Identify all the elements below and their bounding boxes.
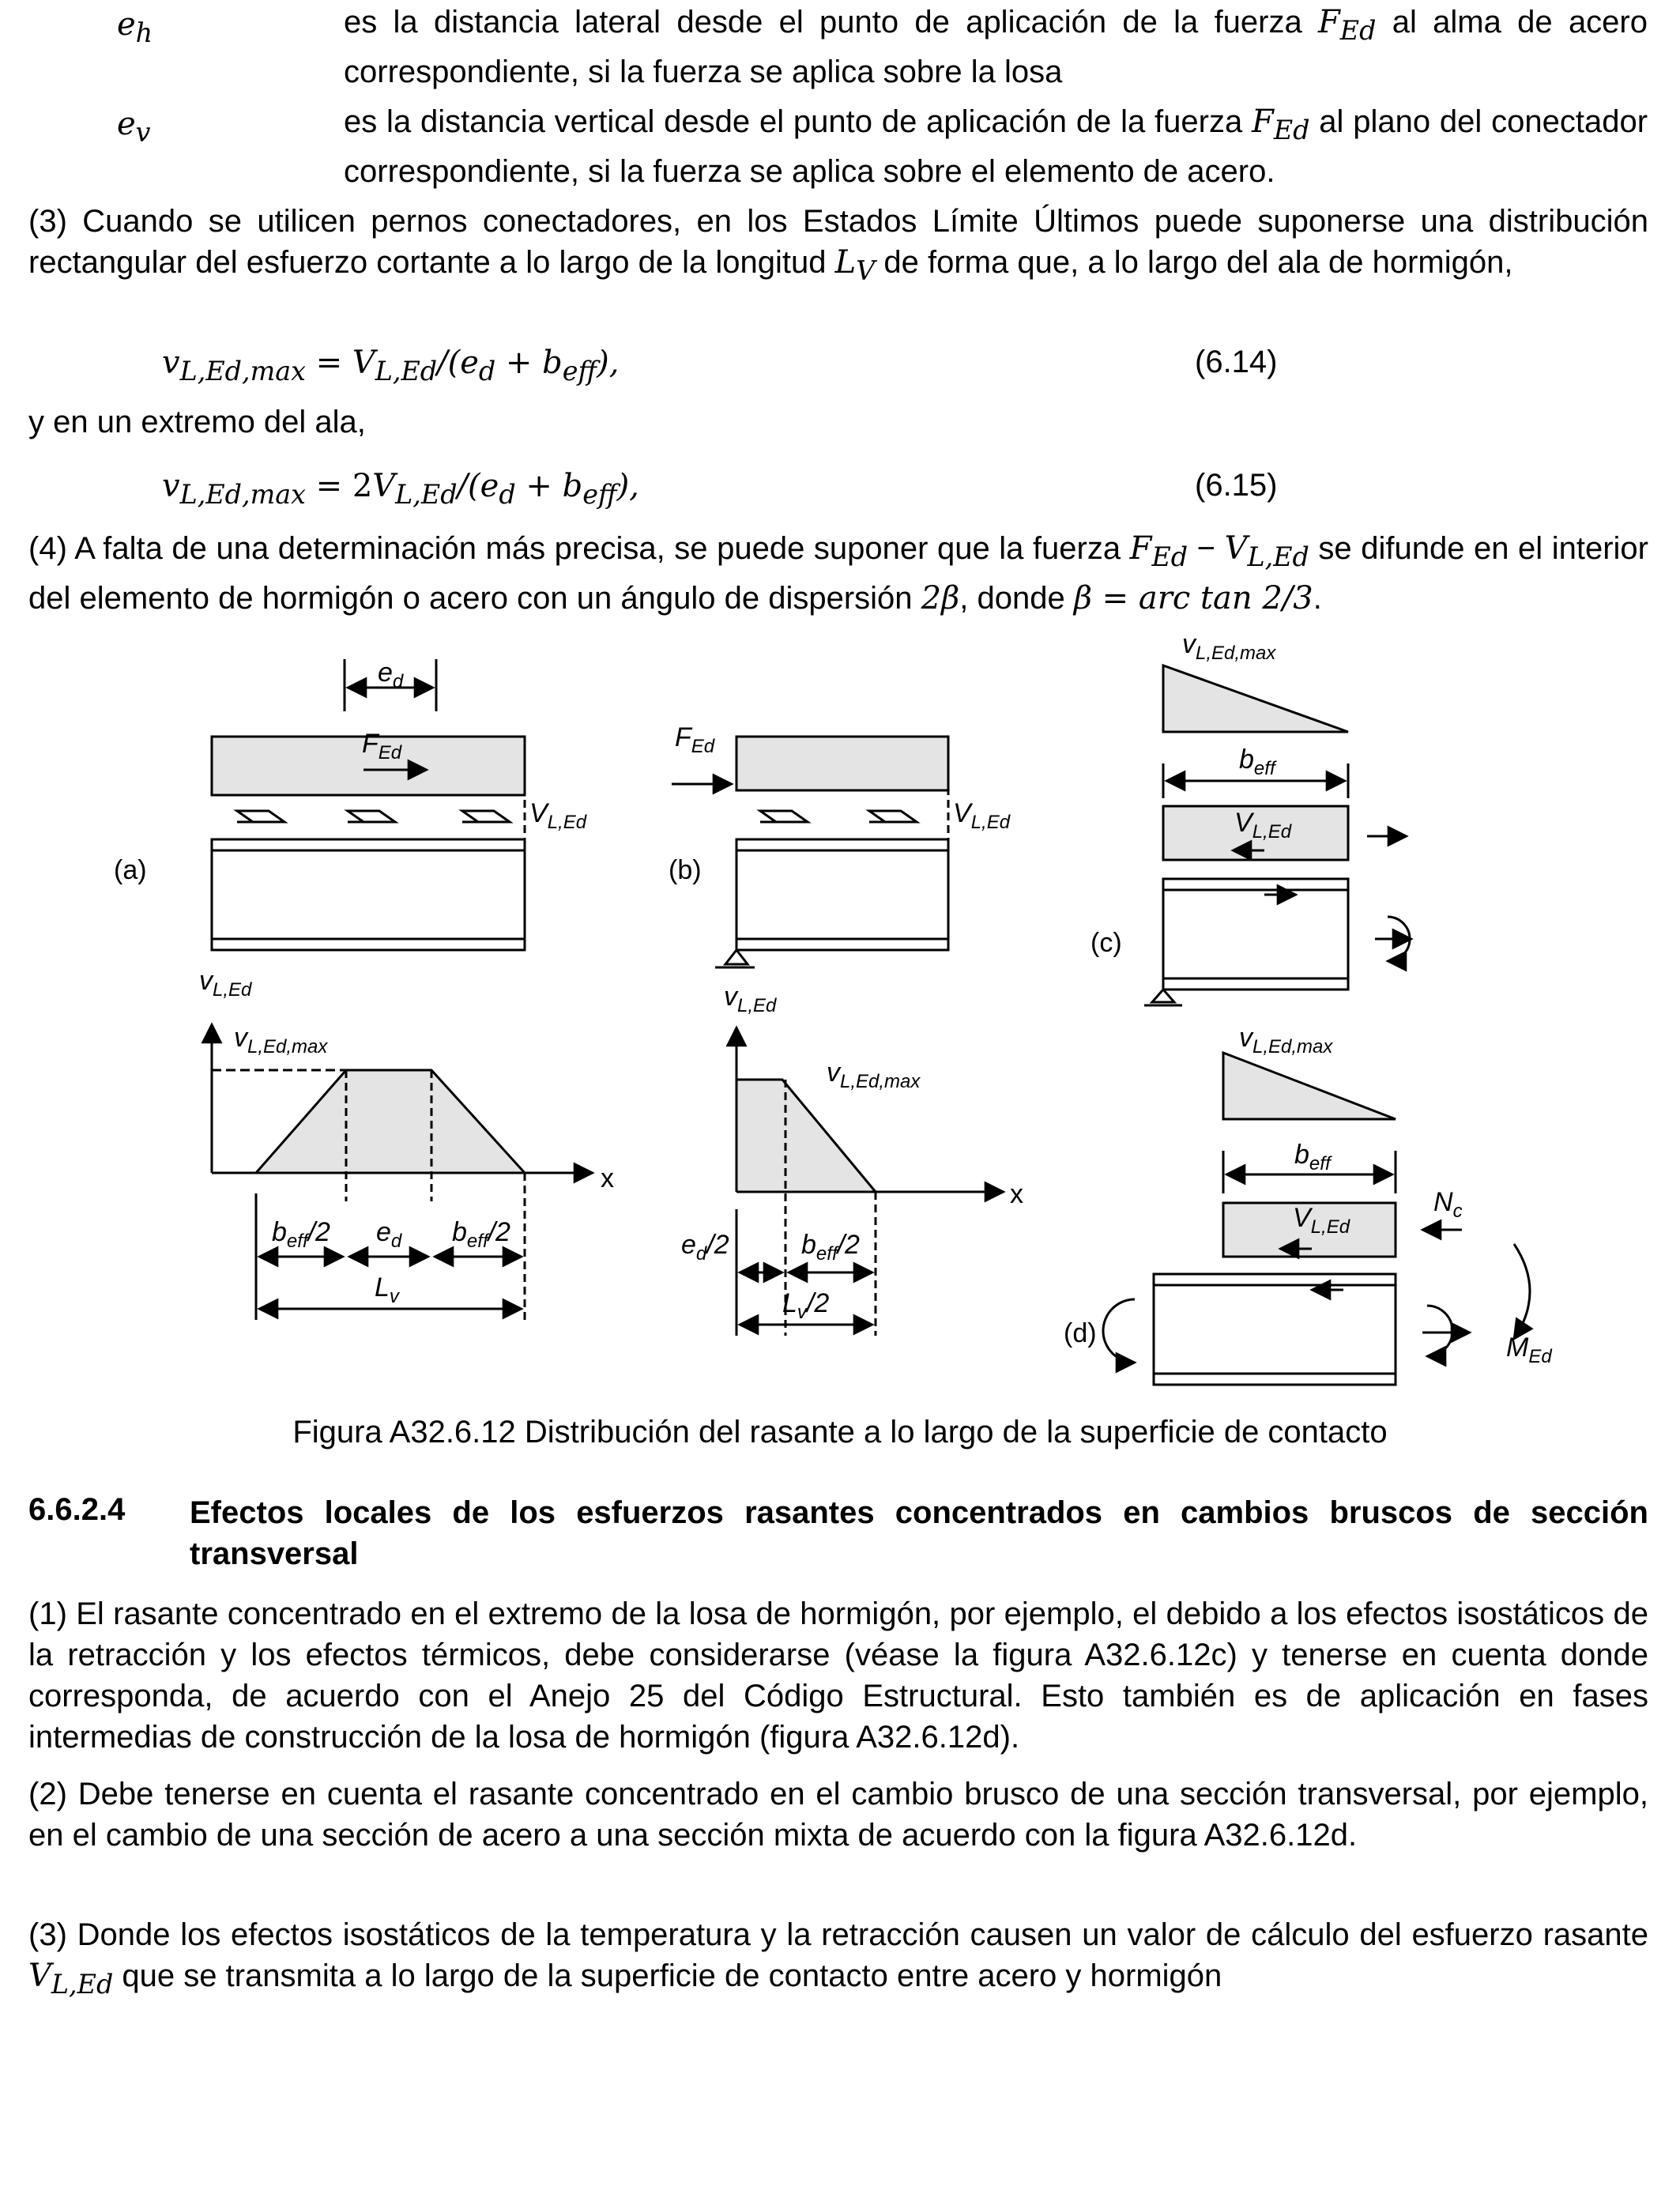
label-axis-vled-b: $v_{L,Ed}$ (724, 982, 777, 1016)
section-title: Efectos locales de los esfuerzos rasantes concentrados en cambios bruscos de sección transversal (190, 1495, 1648, 1571)
paragraph-3: (3) Cuando se utilicen pernos conectadores, en los Estados Límite Últimos puede suponerse una distribución rectangular del esfuerzo cortante a lo largo de la longitud $L_V$ de forma que, a lo largo del ala de hormigón, (28, 204, 1648, 286)
equation-6-14: $v_{L,Ed,max} = V_{L,Ed}/(e_d + b_{eff})$, (162, 345, 620, 386)
label-vled-d: $V_{L,Ed}$ (1293, 1203, 1350, 1238)
definition-ev: es la distancia vertical desde el punto de aplicación de la fuerza $F_{Ed}$ al plano del conectador correspondiente, si la fuerza se aplica sobre el elemento de acero. (344, 104, 1648, 189)
label-d: (d) (1064, 1318, 1097, 1348)
label-lv2-b: $L_v/2$ (782, 1288, 830, 1323)
paragraph-4: (4) A falta de una determinación más precisa, se puede suponer que la fuerza $F_{Ed} - V_{L,Ed}$ se difunde en el interior del elemento de hormigón o acero con un ángulo de dispersión 2β, donde β = arc tan 2/3. (28, 530, 1648, 616)
diagram-a-shear-plot (212, 1024, 593, 1320)
label-ed: $e_d$ (378, 658, 404, 692)
label-beff-c: $b_{eff}$ (1239, 745, 1275, 779)
label-nc: $N_c$ (1433, 1187, 1463, 1222)
label-beff-d: $b_{eff}$ (1294, 1140, 1331, 1174)
label-x-b: x (1010, 1179, 1023, 1209)
paragraph-2: (2) Debe tenerse en cuenta el rasante concentrado en el cambio brusco de una sección transversal, por ejemplo, en el cambio de una sección de acero a una sección mixta de acuerdo con la figura A32.6.12d. (28, 1777, 1648, 1853)
label-ed2-b: $e_d/2$ (681, 1230, 729, 1265)
diagram-b-beam (672, 737, 948, 967)
label-beff2-b: $b_{eff}/2$ (801, 1230, 860, 1265)
symbol-ev: $e_v$ (117, 106, 151, 148)
definition-eh: es la distancia lateral desde el punto de aplicación de la fuerza $F_{Ed}$ al alma de acero correspondiente, si la fuerza se aplica sobre la losa (344, 4, 1648, 89)
label-lv-a: $L_v$ (375, 1272, 399, 1307)
label-c: (c) (1090, 928, 1122, 958)
equation-number-6-14: (6.14) (1195, 345, 1278, 379)
label-x-a: x (601, 1163, 614, 1193)
label-fed-a: $F_{Ed}$ (362, 729, 402, 763)
label-axis-vled-a: $v_{L,Ed}$ (199, 966, 252, 1001)
label-fed-b: $F_{Ed}$ (675, 722, 715, 757)
label-beff2-a2: $b_{eff}/2$ (452, 1217, 510, 1252)
label-vledmax-b: $v_{L,Ed,max}$ (827, 1057, 921, 1092)
equation-number-6-15: (6.15) (1195, 468, 1278, 503)
label-vled-c: $V_{L,Ed}$ (1234, 808, 1292, 843)
label-vledmax-d: $v_{L,Ed,max}$ (1239, 1023, 1333, 1057)
diagram-a-beam (212, 659, 525, 950)
label-ed-a: $e_d$ (376, 1217, 402, 1252)
label-med: $M_{Ed}$ (1506, 1333, 1552, 1367)
section-number: 6.6.2.4 (28, 1492, 126, 1527)
label-vledmax-a: $v_{L,Ed,max}$ (234, 1023, 328, 1057)
text-extremo-ala: y en un extremo del ala, (28, 405, 366, 439)
label-vled-a: $V_{L,Ed}$ (529, 798, 587, 833)
symbol-eh: $e_h$ (117, 6, 153, 48)
label-vledmax-c: $v_{L,Ed,max}$ (1182, 629, 1276, 664)
paragraph-last: (3) Donde los efectos isostáticos de la temperatura y la retracción causen un valor de cálculo del esfuerzo rasante $V_{L,Ed}$ que se transmita a lo largo de la superficie de contacto entre acero y hormigón (28, 1917, 1648, 2000)
figure-caption: Figura A32.6.12 Distribución del rasante a lo largo de la superficie de contacto (292, 1415, 1388, 1449)
paragraph-1: (1) El rasante concentrado en el extremo de la losa de hormigón, por ejemplo, el debido a los efectos isostáticos de la retracción y los efectos térmicos, debe considerarse (véase la figura A32.6.12c) y tenerse en cuenta donde corresponda, de acuerdo con el Anejo 25 del Código Estructural. Esto también es de aplicación en fases intermedias de construcción de la losa de hormigón (figura A32.6.12d). (28, 1596, 1648, 1755)
label-b: (b) (669, 855, 702, 885)
label-beff2-a1: $b_{eff}/2$ (272, 1217, 330, 1252)
label-vled-b: $V_{L,Ed}$ (953, 798, 1011, 833)
label-a: (a) (114, 855, 147, 885)
equation-6-15: $v_{L,Ed,max} = 2V_{L,Ed}/(e_d + b_{eff})$, (162, 468, 639, 510)
